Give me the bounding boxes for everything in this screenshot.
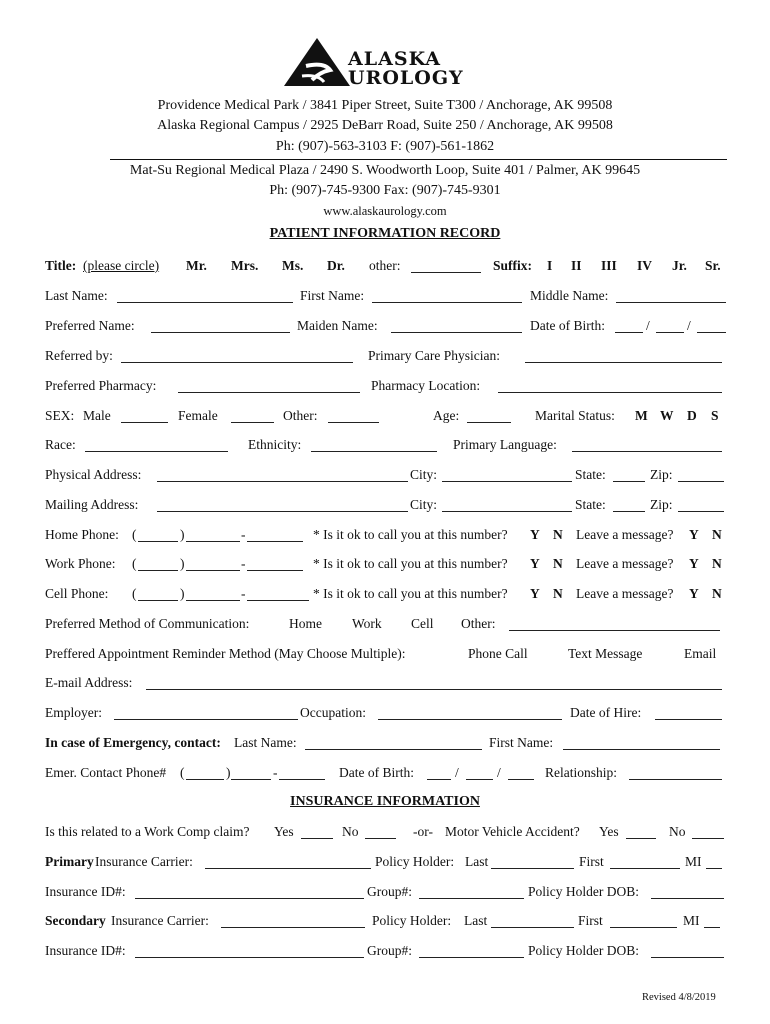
primary-holder-last-label: Last: [465, 854, 489, 869]
employment-row: [45, 705, 726, 722]
emer-dob-day-field[interactable]: [466, 765, 493, 780]
title-row: [45, 258, 726, 275]
work-comp-yes-field[interactable]: [301, 824, 333, 839]
physical-city-field[interactable]: [442, 467, 572, 482]
work-leave-msg-no[interactable]: N: [712, 556, 722, 571]
suffix-jr-option[interactable]: Jr.: [672, 258, 687, 273]
secondary-holder-last-field[interactable]: [491, 913, 574, 928]
mailing-city-field[interactable]: [442, 497, 572, 512]
home-phone-area-field[interactable]: [138, 527, 178, 542]
mailing-address-label: Mailing Address:: [45, 497, 139, 512]
primary-holder-dob-field[interactable]: [651, 884, 724, 899]
email-row: [45, 675, 726, 692]
marital-w-option[interactable]: W: [660, 408, 674, 423]
marital-label: Marital Status:: [535, 408, 615, 423]
title-hint: (please circle): [83, 258, 160, 273]
cell-ok-call-yes[interactable]: Y: [530, 586, 540, 601]
middle-name-label: Middle Name:: [530, 288, 609, 303]
cell-ok-call-no[interactable]: N: [553, 586, 563, 601]
comm-work-option[interactable]: Work: [352, 616, 382, 631]
mva-no-field[interactable]: [692, 824, 724, 839]
or-separator: -or-: [413, 824, 433, 839]
email-label: E-mail Address:: [45, 675, 133, 690]
mailing-zip-field[interactable]: [678, 497, 724, 512]
secondary-holder-mi-field[interactable]: [704, 913, 720, 928]
mva-yes-field[interactable]: [626, 824, 656, 839]
patient-info-heading: PATIENT INFORMATION RECORD: [269, 226, 501, 241]
cell-phone-row: Cell Phone: ( ) - * Is it ok to call you at this number? Y N Leave a message? Y N: [45, 586, 722, 601]
emergency-phone-row: Emer. Contact Phone# ( ) - Date of Birth: / / Relationship:: [45, 765, 726, 782]
cell-phone-label: Cell Phone:: [45, 586, 109, 601]
mailing-address-row: [45, 497, 726, 514]
suffix-iii-option[interactable]: III: [601, 258, 617, 273]
pharmacy-row: [45, 378, 726, 395]
revised-date: Revised 4/8/2019: [642, 992, 716, 1003]
date-of-hire-field[interactable]: [655, 705, 722, 720]
home-ok-call-no[interactable]: N: [553, 527, 563, 542]
language-field[interactable]: [572, 437, 722, 452]
cell-phone-prefix-field[interactable]: [186, 586, 240, 601]
maiden-name-field[interactable]: [391, 318, 522, 333]
referred-by-field[interactable]: [121, 348, 353, 363]
preferred-name-label: Preferred Name:: [45, 318, 135, 333]
sex-other-label: Other:: [283, 408, 318, 423]
title-label: Title:: [45, 258, 77, 273]
cell-leave-msg-no[interactable]: N: [712, 586, 722, 601]
primary-id-row: [45, 884, 726, 901]
emer-dob-month-field[interactable]: [427, 765, 451, 780]
name-row: [45, 288, 726, 305]
cell-leave-msg-yes[interactable]: Y: [689, 586, 699, 601]
physical-state-label: State:: [575, 467, 606, 482]
emer-first-name-label: First Name:: [489, 735, 554, 750]
language-label: Primary Language:: [453, 437, 557, 452]
reminder-text-option[interactable]: Text Message: [568, 646, 643, 661]
mva-yes-label: Yes: [599, 824, 619, 839]
title-mrs-option[interactable]: Mrs.: [231, 258, 259, 273]
emer-last-name-field[interactable]: [305, 735, 482, 750]
address-matsu: Mat-Su Regional Medical Plaza / 2490 S. Woodworth Loop, Suite 401 / Palmer, AK 99645: [129, 163, 641, 178]
ethnicity-label: Ethnicity:: [248, 437, 302, 452]
age-label: Age:: [433, 408, 460, 423]
secondary-id-field[interactable]: [135, 943, 364, 958]
suffix-sr-option[interactable]: Sr.: [705, 258, 721, 273]
work-leave-msg-yes[interactable]: Y: [689, 556, 699, 571]
dob-label: Date of Birth:: [530, 318, 605, 333]
secondary-holder-first-label: First: [578, 913, 603, 928]
cell-ok-call-label: * Is it ok to call you at this number?: [313, 586, 508, 601]
pcp-label: Primary Care Physician:: [368, 348, 500, 363]
primary-holder-mi-label: MI: [685, 854, 702, 869]
marital-d-option[interactable]: D: [687, 408, 697, 423]
relationship-field[interactable]: [629, 765, 722, 780]
emergency-row: [45, 735, 726, 752]
mva-no-label: No: [669, 824, 686, 839]
secondary-holder-first-field[interactable]: [610, 913, 677, 928]
primary-carrier-label: Insurance Carrier:: [95, 854, 193, 869]
preferred-name-field[interactable]: [151, 318, 290, 333]
primary-holder-dob-label: Policy Holder DOB:: [528, 884, 639, 899]
comm-home-option[interactable]: Home: [289, 616, 322, 631]
home-ok-call-yes[interactable]: Y: [530, 527, 540, 542]
work-phone-label: Work Phone:: [45, 556, 116, 571]
home-leave-msg-no[interactable]: N: [712, 527, 722, 542]
occupation-label: Occupation:: [300, 705, 366, 720]
mva-label: Motor Vehicle Accident?: [445, 824, 580, 839]
emer-phone-label: Emer. Contact Phone#: [45, 765, 167, 780]
work-comp-row: [45, 824, 726, 841]
primary-id-label: Insurance ID#:: [45, 884, 126, 899]
comm-other-field[interactable]: [509, 616, 720, 631]
work-phone-row: Work Phone: ( ) - * Is it ok to call you at this number? Y N Leave a message? Y N: [45, 556, 722, 571]
primary-carrier-row: [45, 854, 726, 871]
emer-phone-prefix-field[interactable]: [231, 765, 271, 780]
title-mr-option[interactable]: Mr.: [186, 258, 207, 273]
secondary-holder-dob-label: Policy Holder DOB:: [528, 943, 639, 958]
ethnicity-field[interactable]: [311, 437, 437, 452]
secondary-carrier-field[interactable]: [221, 913, 365, 928]
referral-row: [45, 348, 726, 365]
primary-group-label: Group#:: [367, 884, 412, 899]
cell-phone-line-field[interactable]: [247, 586, 309, 601]
physical-state-field[interactable]: [613, 467, 645, 482]
relationship-label: Relationship:: [545, 765, 617, 780]
suffix-i-option[interactable]: I: [547, 258, 553, 273]
work-ok-call-yes[interactable]: Y: [530, 556, 540, 571]
email-field[interactable]: [146, 675, 722, 690]
emer-phone-area-field[interactable]: [186, 765, 224, 780]
first-name-field[interactable]: [372, 288, 522, 303]
cell-leave-msg-label: Leave a message?: [576, 586, 674, 601]
secondary-label: Secondary: [45, 913, 106, 928]
primary-holder-first-label: First: [579, 854, 604, 869]
communication-row: [45, 616, 726, 633]
work-leave-msg-label: Leave a message?: [576, 556, 674, 571]
middle-name-field[interactable]: [616, 288, 726, 303]
home-phone-row: Home Phone: ( ) - * Is it ok to call you at this number? Y N Leave a message? Y N: [45, 527, 722, 542]
maiden-name-label: Maiden Name:: [297, 318, 378, 333]
address-alaska-regional: Alaska Regional Campus / 2925 DeBarr Road, Suite 250 / Anchorage, AK 99508: [157, 118, 613, 133]
work-ok-call-no[interactable]: N: [553, 556, 563, 571]
secondary-carrier-row: [45, 913, 726, 930]
mailing-state-label: State:: [575, 497, 606, 512]
emer-first-name-field[interactable]: [563, 735, 720, 750]
brand-urology: UROLOGY: [348, 67, 464, 89]
alaska-urology-logo: [284, 36, 474, 90]
work-ok-call-label: * Is it ok to call you at this number?: [313, 556, 508, 571]
work-comp-label: Is this related to a Work Comp claim?: [45, 824, 250, 839]
work-comp-no-label: No: [342, 824, 359, 839]
secondary-id-row: [45, 943, 726, 960]
secondary-id-label: Insurance ID#:: [45, 943, 126, 958]
dob-month-field[interactable]: [615, 318, 643, 333]
work-phone-prefix-field[interactable]: [186, 556, 240, 571]
sex-label: SEX:: [45, 408, 75, 423]
secondary-holder-last-label: Last: [464, 913, 488, 928]
sex-row: [45, 408, 726, 425]
female-field[interactable]: [231, 408, 274, 423]
suffix-label: Suffix:: [493, 258, 533, 273]
brand-alaska: ALASKA: [348, 48, 442, 70]
occupation-field[interactable]: [378, 705, 562, 720]
physical-address-field[interactable]: [157, 467, 408, 482]
primary-id-field[interactable]: [135, 884, 364, 899]
emer-dob-label: Date of Birth:: [339, 765, 414, 780]
last-name-label: Last Name:: [45, 288, 108, 303]
home-phone-line-field[interactable]: [247, 527, 303, 542]
emer-dob-year-field[interactable]: [508, 765, 534, 780]
marital-m-option[interactable]: M: [635, 408, 648, 423]
employer-field[interactable]: [114, 705, 298, 720]
mountain-logo-icon: [284, 36, 350, 88]
emer-last-name-label: Last Name:: [234, 735, 297, 750]
secondary-holder-mi-label: MI: [683, 913, 700, 928]
website-link[interactable]: www.alaskaurology.com: [323, 204, 447, 218]
mailing-address-field[interactable]: [157, 497, 408, 512]
reminder-phone-option[interactable]: Phone Call: [468, 646, 528, 661]
primary-carrier-field[interactable]: [205, 854, 371, 869]
phone-anchorage: Ph: (907)-563-3103 F: (907)-561-1862: [275, 139, 495, 154]
address-providence: Providence Medical Park / 3841 Piper Street, Suite T300 / Anchorage, AK 99508: [157, 98, 613, 113]
male-label: Male: [83, 408, 111, 423]
preferred-name-row: Preferred Name: Maiden Name: Date of Birth: / /: [45, 318, 726, 335]
secondary-carrier-label: Insurance Carrier:: [111, 913, 209, 928]
primary-holder-first-field[interactable]: [610, 854, 680, 869]
female-label: Female: [178, 408, 218, 423]
primary-holder-mi-field[interactable]: [706, 854, 722, 869]
dob-day-field[interactable]: [656, 318, 684, 333]
age-field[interactable]: [467, 408, 511, 423]
secondary-holder-label: Policy Holder:: [372, 913, 452, 928]
primary-label: Primary: [45, 854, 94, 869]
physical-address-label: Physical Address:: [45, 467, 142, 482]
last-name-field[interactable]: [117, 288, 293, 303]
primary-holder-label: Policy Holder:: [375, 854, 455, 869]
header-divider: [110, 159, 727, 160]
pharmacy-field[interactable]: [178, 378, 360, 393]
primary-holder-last-field[interactable]: [491, 854, 574, 869]
home-leave-msg-yes[interactable]: Y: [689, 527, 699, 542]
work-comp-yes-label: Yes: [274, 824, 294, 839]
home-phone-label: Home Phone:: [45, 527, 119, 542]
pharmacy-location-field[interactable]: [498, 378, 722, 393]
physical-address-row: [45, 467, 726, 484]
secondary-holder-dob-field[interactable]: [651, 943, 724, 958]
pcp-field[interactable]: [525, 348, 722, 363]
race-field[interactable]: [85, 437, 228, 452]
reminder-label: Preffered Appointment Reminder Method (May Choose Multiple):: [45, 646, 406, 661]
secondary-group-label: Group#:: [367, 943, 412, 958]
emer-phone-line-field[interactable]: [279, 765, 325, 780]
home-phone-prefix-field[interactable]: [186, 527, 240, 542]
primary-group-field[interactable]: [419, 884, 524, 899]
physical-zip-field[interactable]: [678, 467, 724, 482]
physical-zip-label: Zip:: [650, 467, 673, 482]
phone-palmer: Ph: (907)-745-9300 Fax: (907)-745-9301: [269, 183, 501, 198]
race-row: [45, 437, 726, 454]
race-label: Race:: [45, 437, 76, 452]
employer-label: Employer:: [45, 705, 102, 720]
title-other-label: other:: [369, 258, 401, 273]
pharmacy-label: Preferred Pharmacy:: [45, 378, 157, 393]
pharmacy-location-label: Pharmacy Location:: [371, 378, 481, 393]
title-other-field[interactable]: [411, 258, 481, 273]
physical-city-label: City:: [410, 467, 438, 482]
suffix-ii-option[interactable]: II: [571, 258, 582, 273]
referred-by-label: Referred by:: [45, 348, 113, 363]
comm-method-label: Preferred Method of Communication:: [45, 616, 250, 631]
sex-other-field[interactable]: [328, 408, 379, 423]
dob-year-field[interactable]: [697, 318, 726, 333]
reminder-row: [45, 646, 726, 663]
emergency-label: In case of Emergency, contact:: [45, 735, 221, 750]
comm-cell-option[interactable]: Cell: [411, 616, 434, 631]
marital-s-option[interactable]: S: [711, 408, 719, 423]
mailing-city-label: City:: [410, 497, 438, 512]
home-leave-msg-label: Leave a message?: [576, 527, 674, 542]
mailing-state-field[interactable]: [613, 497, 645, 512]
work-phone-area-field[interactable]: [138, 556, 178, 571]
date-of-hire-label: Date of Hire:: [570, 705, 642, 720]
title-ms-option[interactable]: Ms.: [282, 258, 304, 273]
mailing-zip-label: Zip:: [650, 497, 673, 512]
title-dr-option[interactable]: Dr.: [327, 258, 345, 273]
comm-other-label: Other:: [461, 616, 496, 631]
first-name-label: First Name:: [300, 288, 365, 303]
reminder-email-option[interactable]: Email: [684, 646, 717, 661]
male-field[interactable]: [121, 408, 168, 423]
work-phone-line-field[interactable]: [247, 556, 303, 571]
work-comp-no-field[interactable]: [365, 824, 396, 839]
suffix-iv-option[interactable]: IV: [637, 258, 653, 273]
cell-phone-area-field[interactable]: [138, 586, 178, 601]
secondary-group-field[interactable]: [419, 943, 524, 958]
home-ok-call-label: * Is it ok to call you at this number?: [313, 527, 508, 542]
insurance-heading: INSURANCE INFORMATION: [290, 794, 480, 809]
